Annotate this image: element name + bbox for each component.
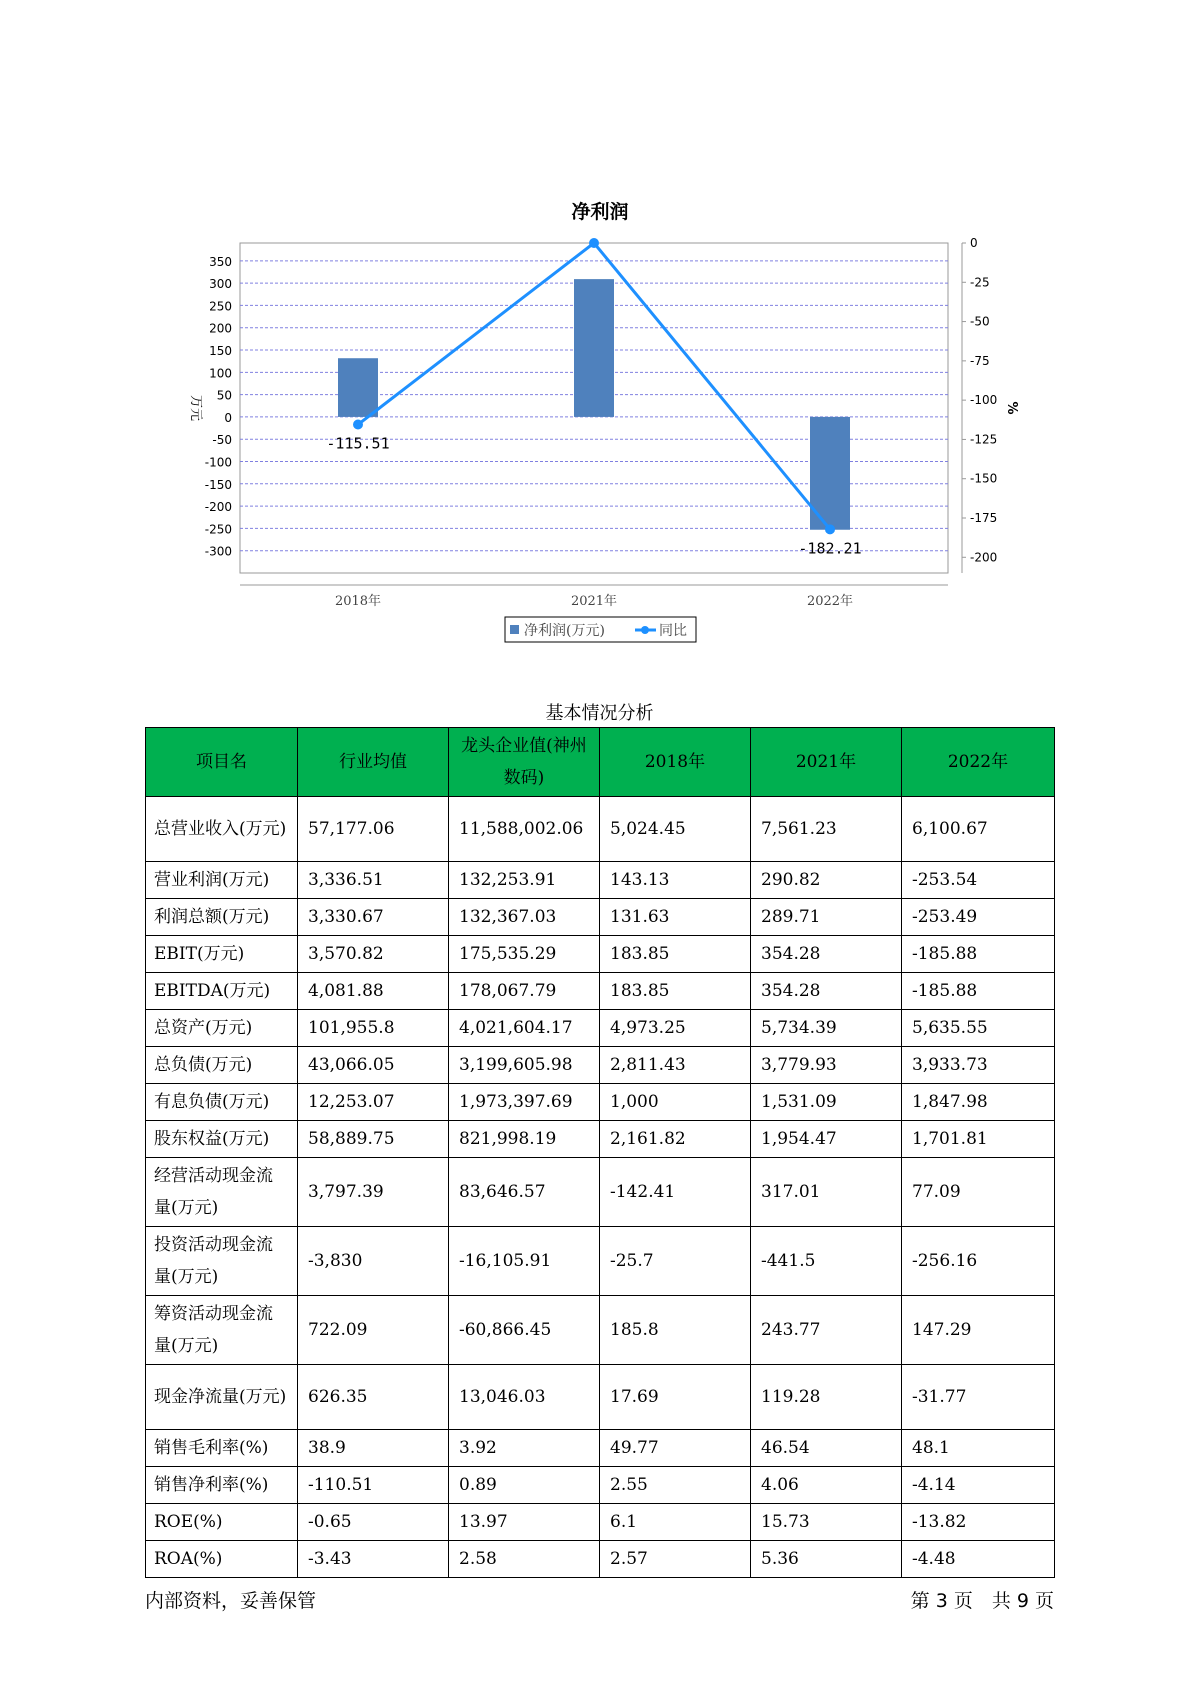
- cell-2022: 5,635.55: [902, 1010, 1055, 1047]
- net-profit-chart: [0, 0, 1191, 660]
- y2-tick-label: -100: [970, 393, 998, 408]
- y2-tick-label: -200: [970, 550, 998, 565]
- legend: [505, 617, 696, 642]
- cell-2018: 17.69: [600, 1365, 751, 1430]
- cell-2018: 131.63: [600, 899, 751, 936]
- cell-2021: -441.5: [751, 1227, 902, 1296]
- y-tick-label: 350: [209, 254, 232, 269]
- category-labels: [335, 593, 853, 609]
- header-industry-average: 行业均值: [298, 728, 449, 797]
- table-row: [146, 1504, 1055, 1541]
- cell-2018: 1,000: [600, 1084, 751, 1121]
- cell-2021: 7,561.23: [751, 797, 902, 862]
- y2-tick-label: -25: [970, 275, 990, 290]
- cell-industry-average: 57,177.06: [298, 797, 449, 862]
- y-tick-label: -200: [204, 500, 232, 515]
- yoy-point: [589, 238, 599, 248]
- cell-industry-average: -3.43: [298, 1541, 449, 1578]
- cell-2022: -4.48: [902, 1541, 1055, 1578]
- y-tick-label: -250: [204, 522, 232, 537]
- basic-analysis-table: [145, 727, 1055, 1578]
- cell-2022: 1,701.81: [902, 1121, 1055, 1158]
- header-2022: 2022年: [902, 728, 1055, 797]
- header-item-name: 项目名: [146, 728, 298, 797]
- bar: [338, 358, 378, 417]
- cell-industry-average: 43,066.05: [298, 1047, 449, 1084]
- y-tick-label: -100: [204, 455, 232, 470]
- row-label: 利润总额(万元): [146, 899, 298, 936]
- cell-leader-value: 13.97: [449, 1504, 600, 1541]
- cell-industry-average: 3,336.51: [298, 862, 449, 899]
- legend-bar-swatch: [510, 625, 519, 634]
- category-label: 2018年: [334, 594, 382, 609]
- y-tick-label: 200: [209, 321, 232, 336]
- cell-2022: -256.16: [902, 1227, 1055, 1296]
- table-row: [146, 1121, 1055, 1158]
- cell-leader-value: 11,588,002.06: [449, 797, 600, 862]
- cell-2018: 2,161.82: [600, 1121, 751, 1158]
- cell-2018: 5,024.45: [600, 797, 751, 862]
- table-row: [146, 1047, 1055, 1084]
- cell-2018: 2.57: [600, 1541, 751, 1578]
- row-label: 总营业收入(万元): [146, 797, 298, 862]
- cell-2022: -31.77: [902, 1365, 1055, 1430]
- cell-2022: -185.88: [902, 936, 1055, 973]
- cell-2022: 6,100.67: [902, 797, 1055, 862]
- table-row: [146, 1084, 1055, 1121]
- header-2018: 2018年: [600, 728, 751, 797]
- left-axis: [205, 255, 232, 559]
- y2-tick-label: -50: [970, 314, 990, 329]
- cell-2021: 4.06: [751, 1467, 902, 1504]
- cell-2021: 317.01: [751, 1158, 902, 1227]
- table-row: [146, 1296, 1055, 1365]
- cell-2021: 243.77: [751, 1296, 902, 1365]
- cell-2018: 2,811.43: [600, 1047, 751, 1084]
- cell-leader-value: -16,105.91: [449, 1227, 600, 1296]
- y2-tick-label: -175: [970, 511, 998, 525]
- cell-industry-average: 38.9: [298, 1430, 449, 1467]
- cell-leader-value: 3.92: [449, 1430, 600, 1467]
- cell-leader-value: 83,646.57: [449, 1158, 600, 1227]
- category-label: 2021年: [570, 594, 618, 609]
- row-label: 经营活动现金流量(万元): [146, 1158, 298, 1227]
- cell-industry-average: 58,889.75: [298, 1121, 449, 1158]
- cell-2018: 143.13: [600, 862, 751, 899]
- y-tick-label: 50: [216, 388, 232, 403]
- y2-tick-label: 0: [970, 236, 978, 250]
- y-tick-label: -300: [204, 544, 232, 559]
- table-row: [146, 936, 1055, 973]
- cell-industry-average: 3,570.82: [298, 936, 449, 973]
- cell-leader-value: 2.58: [449, 1541, 600, 1578]
- y2-axis-label: %: [1004, 401, 1019, 415]
- legend-line-marker: [641, 626, 649, 634]
- data-label: -115.51: [326, 434, 390, 453]
- cell-2022: -4.14: [902, 1467, 1055, 1504]
- cell-industry-average: 12,253.07: [298, 1084, 449, 1121]
- category-label: 2022年: [806, 594, 854, 609]
- cell-2021: 46.54: [751, 1430, 902, 1467]
- cell-2021: 1,531.09: [751, 1084, 902, 1121]
- cell-2021: 290.82: [751, 862, 902, 899]
- y-tick-label: 150: [209, 344, 232, 359]
- cell-2021: 289.71: [751, 899, 902, 936]
- cell-2018: -25.7: [600, 1227, 751, 1296]
- cell-2021: 3,779.93: [751, 1047, 902, 1084]
- table-caption: 基本情况分析: [545, 703, 654, 724]
- cell-industry-average: 4,081.88: [298, 973, 449, 1010]
- cell-leader-value: 0.89: [449, 1467, 600, 1504]
- row-label: 总负债(万元): [146, 1047, 298, 1084]
- cell-leader-value: 1,973,397.69: [449, 1084, 600, 1121]
- cell-industry-average: 101,955.8: [298, 1010, 449, 1047]
- table-row: [146, 1541, 1055, 1578]
- cell-leader-value: 13,046.03: [449, 1365, 600, 1430]
- cell-2018: 2.55: [600, 1467, 751, 1504]
- cell-2022: 147.29: [902, 1296, 1055, 1365]
- cell-leader-value: 178,067.79: [449, 973, 600, 1010]
- row-label: EBITDA(万元): [146, 973, 298, 1010]
- row-label: 股东权益(万元): [146, 1121, 298, 1158]
- header-leader-value: 龙头企业值(神州数码): [449, 728, 600, 797]
- table-header-row: [146, 728, 1055, 797]
- legend-line-label: 同比: [659, 623, 687, 639]
- table-row: [146, 1365, 1055, 1430]
- header-2021: 2021年: [751, 728, 902, 797]
- cell-2022: -185.88: [902, 973, 1055, 1010]
- row-label: 销售净利率(%): [146, 1467, 298, 1504]
- bar: [574, 279, 614, 417]
- cell-leader-value: -60,866.45: [449, 1296, 600, 1365]
- table-row: [146, 1430, 1055, 1467]
- y-tick-label: 0: [224, 410, 232, 425]
- y-tick-label: -150: [204, 477, 232, 492]
- row-label: EBIT(万元): [146, 936, 298, 973]
- cell-2021: 354.28: [751, 936, 902, 973]
- y-tick-label: -50: [212, 433, 232, 448]
- row-label: 有息负债(万元): [146, 1084, 298, 1121]
- cell-2022: -13.82: [902, 1504, 1055, 1541]
- table-row: [146, 1467, 1055, 1504]
- y-tick-label: 250: [209, 299, 232, 314]
- cell-2022: 77.09: [902, 1158, 1055, 1227]
- cell-2022: 3,933.73: [902, 1047, 1055, 1084]
- row-label: 营业利润(万元): [146, 862, 298, 899]
- cell-2018: 6.1: [600, 1504, 751, 1541]
- y-tick-label: 300: [209, 277, 232, 292]
- row-label: ROE(%): [146, 1504, 298, 1541]
- table-row: [146, 973, 1055, 1010]
- table-row: [146, 899, 1055, 936]
- y2-tick-label: -150: [970, 471, 998, 486]
- cell-industry-average: 722.09: [298, 1296, 449, 1365]
- table-row: [146, 1158, 1055, 1227]
- cell-industry-average: -110.51: [298, 1467, 449, 1504]
- cell-leader-value: 821,998.19: [449, 1121, 600, 1158]
- y2-tick-label: -75: [970, 353, 990, 368]
- legend-bar-label: 净利润(万元): [524, 623, 605, 639]
- table-row: [146, 1010, 1055, 1047]
- y-tick-label: 100: [209, 366, 232, 381]
- cell-2022: 48.1: [902, 1430, 1055, 1467]
- footer-confidential-note: 内部资料，妥善保管: [145, 1590, 317, 1612]
- cell-industry-average: 626.35: [298, 1365, 449, 1430]
- cell-2021: 119.28: [751, 1365, 902, 1430]
- cell-2022: -253.54: [902, 862, 1055, 899]
- table-row: [146, 1227, 1055, 1296]
- row-label: 销售毛利率(%): [146, 1430, 298, 1467]
- cell-leader-value: 4,021,604.17: [449, 1010, 600, 1047]
- row-label: 现金净流量(万元): [146, 1365, 298, 1430]
- right-axis: [962, 236, 997, 564]
- cell-2021: 1,954.47: [751, 1121, 902, 1158]
- table-row: [146, 862, 1055, 899]
- cell-leader-value: 132,367.03: [449, 899, 600, 936]
- cell-leader-value: 3,199,605.98: [449, 1047, 600, 1084]
- cell-2018: 4,973.25: [600, 1010, 751, 1047]
- cell-2021: 5.36: [751, 1541, 902, 1578]
- cell-2018: 185.8: [600, 1296, 751, 1365]
- cell-industry-average: 3,797.39: [298, 1158, 449, 1227]
- data-label: -182.21: [798, 539, 862, 558]
- footer-page-number: 第 3 页 共 9 页: [910, 1590, 1054, 1612]
- y2-tick-label: -125: [970, 432, 998, 447]
- cell-leader-value: 175,535.29: [449, 936, 600, 973]
- cell-leader-value: 132,253.91: [449, 862, 600, 899]
- row-label: ROA(%): [146, 1541, 298, 1578]
- cell-2021: 15.73: [751, 1504, 902, 1541]
- cell-2018: -142.41: [600, 1158, 751, 1227]
- chart-title: 净利润: [571, 201, 629, 223]
- cell-2022: -253.49: [902, 899, 1055, 936]
- row-label: 投资活动现金流量(万元): [146, 1227, 298, 1296]
- row-label: 筹资活动现金流量(万元): [146, 1296, 298, 1365]
- cell-2018: 49.77: [600, 1430, 751, 1467]
- y-axis-label: 万元: [188, 394, 203, 422]
- cell-2022: 1,847.98: [902, 1084, 1055, 1121]
- cell-2018: 183.85: [600, 973, 751, 1010]
- row-label: 总资产(万元): [146, 1010, 298, 1047]
- cell-2021: 5,734.39: [751, 1010, 902, 1047]
- cell-2021: 354.28: [751, 973, 902, 1010]
- yoy-point: [825, 524, 835, 534]
- cell-industry-average: -0.65: [298, 1504, 449, 1541]
- table-row: [146, 797, 1055, 862]
- cell-industry-average: 3,330.67: [298, 899, 449, 936]
- cell-2018: 183.85: [600, 936, 751, 973]
- cell-industry-average: -3,830: [298, 1227, 449, 1296]
- yoy-point: [353, 420, 363, 430]
